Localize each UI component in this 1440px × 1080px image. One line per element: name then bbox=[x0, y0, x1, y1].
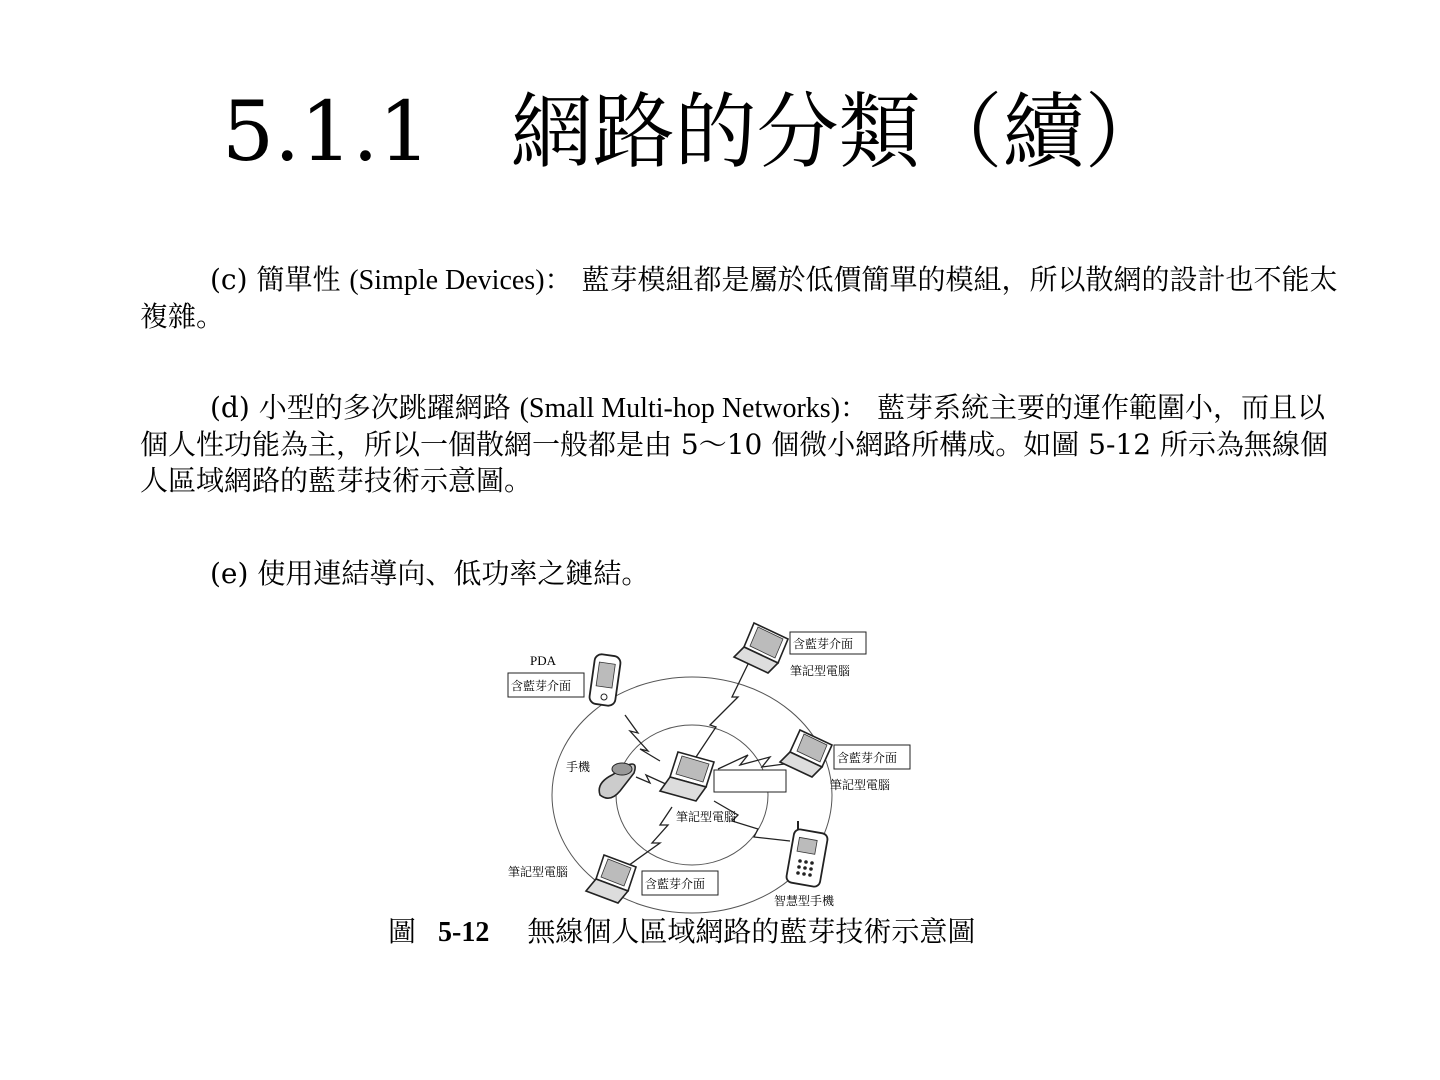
paragraph-d-term-en: (Small Multi-hop Networks)： bbox=[519, 393, 869, 424]
label-right-notebook: 筆記型電腦 bbox=[830, 778, 891, 792]
label-center-notebook: 筆記型電腦 bbox=[676, 810, 737, 824]
paragraph-d-body: 藍芽系統主要的運作範圍小，而且以個人性功能為主，所以一個散網一般都是由 5～10 個微小網路所構成。如圖 5-12 所示為無線個人區域網路的藍芽技術示意圖。 bbox=[140, 391, 1328, 497]
caption-number: 5-12 bbox=[438, 917, 490, 948]
paragraph-d bbox=[140, 390, 1350, 499]
flip-phone-icon bbox=[599, 763, 635, 798]
label-bottom-left-notebook: 筆記型電腦 bbox=[508, 865, 569, 879]
label-smartphone: 智慧型手機 bbox=[774, 894, 835, 908]
paragraph-c-term-en: (Simple Devices)： bbox=[349, 265, 573, 296]
paragraph-c-body: 藍芽模組都是屬於低價簡單的模組，所以散網的設計也不能太複雜。 bbox=[140, 263, 1338, 333]
paragraph-c-term: 簡單性 bbox=[256, 263, 341, 296]
bluetooth-wpan-diagram bbox=[500, 615, 920, 915]
label-pda-iface: 含藍芽介面 bbox=[511, 679, 572, 693]
link-phone bbox=[636, 775, 668, 785]
paragraph-e bbox=[140, 556, 1350, 592]
paragraph-c bbox=[140, 262, 1350, 335]
right-notebook-icon bbox=[780, 730, 832, 777]
title-number: 5.1.1 bbox=[222, 85, 431, 180]
top-notebook-icon bbox=[734, 623, 788, 673]
label-right-notebook-iface: 含藍芽介面 bbox=[837, 751, 898, 765]
paragraph-c-marker: (c) bbox=[210, 263, 248, 296]
figure-caption bbox=[388, 912, 975, 953]
label-bottom-left-iface: 含藍芽介面 bbox=[645, 877, 706, 891]
title-text: 網路的分類（續） bbox=[510, 85, 1167, 180]
paragraph-d-term: 小型的多次跳躍網路 bbox=[258, 391, 511, 424]
slide-title bbox=[222, 78, 1167, 188]
paragraph-e-body: 使用連結導向、低功率之鏈結。 bbox=[257, 557, 650, 590]
label-top-notebook-iface: 含藍芽介面 bbox=[793, 637, 854, 651]
label-top-notebook: 筆記型電腦 bbox=[790, 664, 851, 678]
paragraph-e-marker: (e) bbox=[210, 557, 249, 590]
smartphone-icon bbox=[786, 821, 829, 888]
caption-prefix: 圖 bbox=[388, 915, 417, 948]
label-phone: 手機 bbox=[566, 760, 591, 774]
center-notebook-icon bbox=[660, 752, 714, 801]
label-pda: PDA bbox=[530, 653, 557, 668]
caption-text: 無線個人區域網路的藍芽技術示意圖 bbox=[527, 915, 976, 948]
paragraph-d-marker: (d) bbox=[210, 391, 250, 424]
pda-icon bbox=[589, 653, 622, 706]
